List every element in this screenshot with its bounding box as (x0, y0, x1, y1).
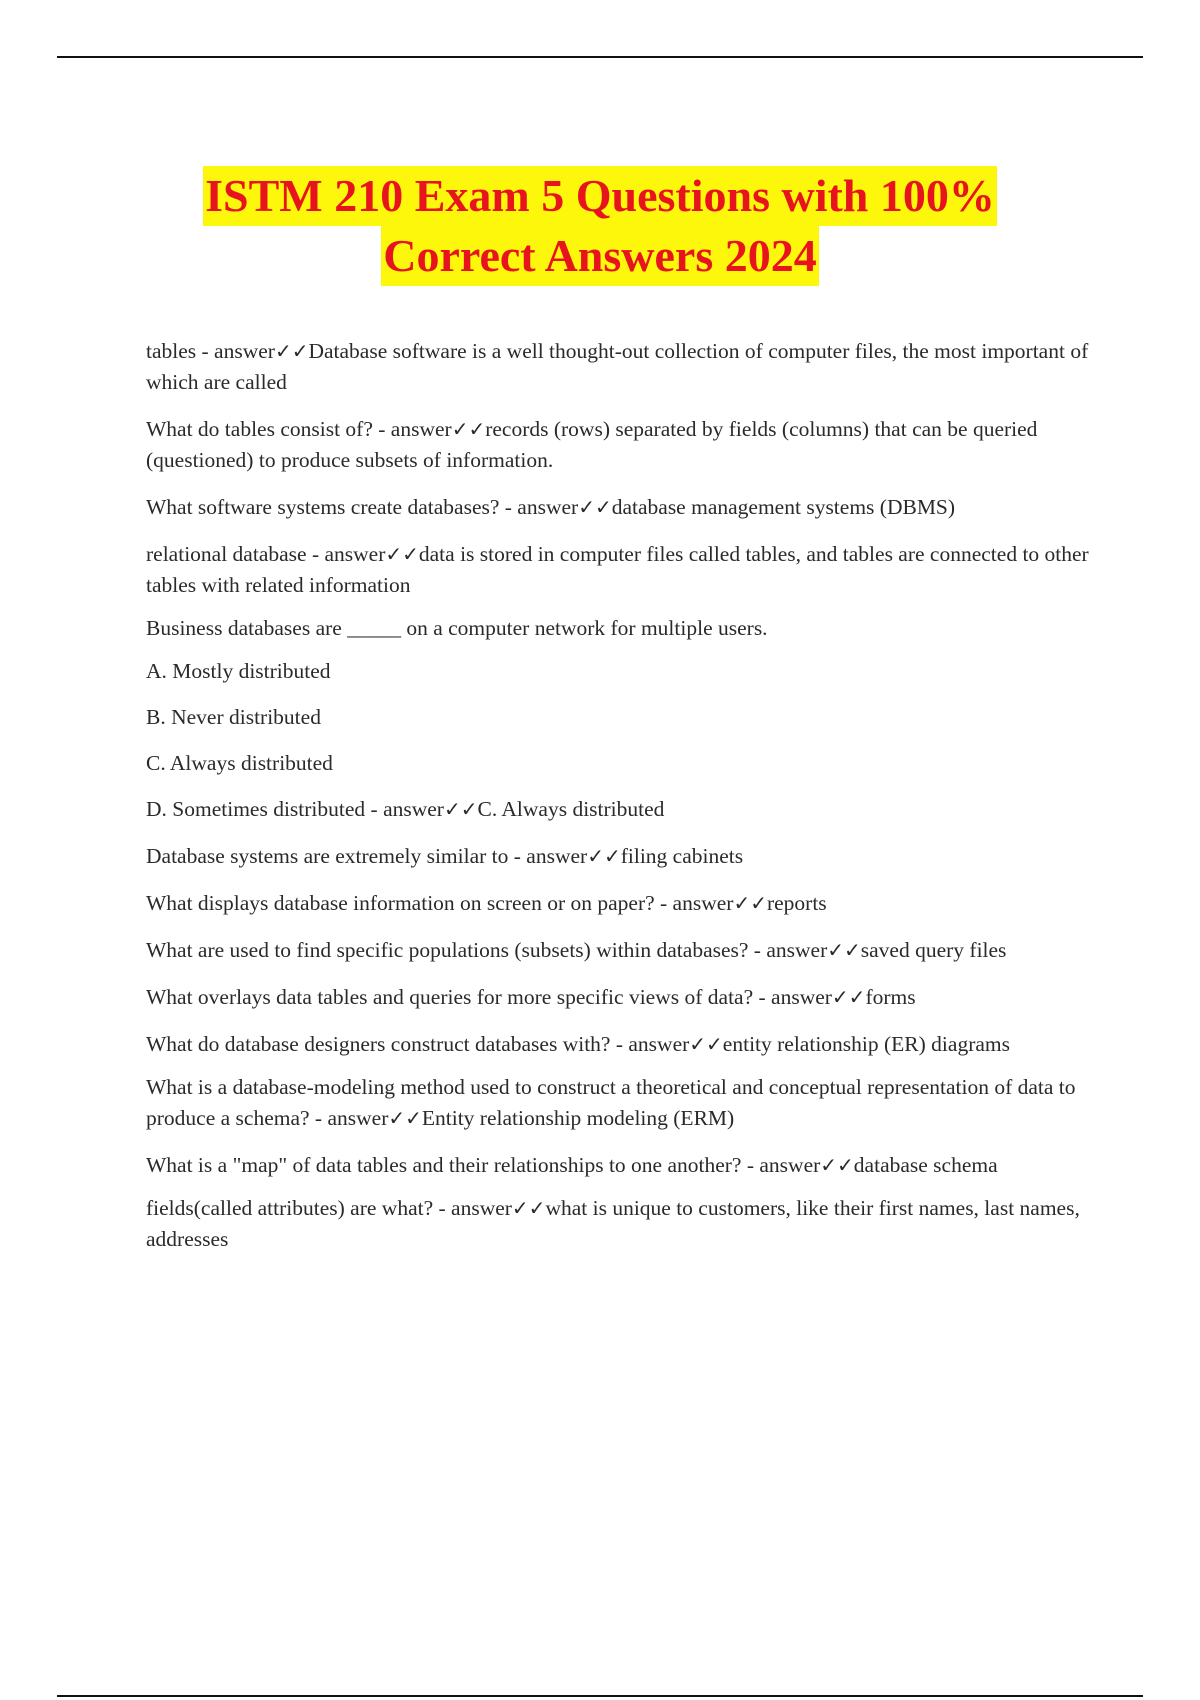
answer-text: saved query files (860, 938, 1007, 962)
qa-item (146, 935, 1096, 966)
checkmark-icon: ✓✓ (827, 938, 861, 962)
checkmark-icon: ✓✓ (388, 1106, 422, 1130)
question-text: relational database - answer (146, 542, 386, 566)
qa-item (146, 539, 1096, 601)
answer-text: reports (766, 891, 827, 915)
qa-item (146, 1193, 1096, 1255)
qa-item (146, 1072, 1096, 1134)
qa-item (146, 1150, 1096, 1181)
document-title (0, 166, 1200, 286)
qa-item (146, 888, 1096, 919)
answer-text: forms (865, 985, 916, 1009)
option-d-text: D. Sometimes distributed - answer (146, 797, 444, 821)
checkmark-icon: ✓✓ (385, 542, 419, 566)
answer-text: records (rows) separated by fields (columns) that can be queried (questioned) to produce subsets of information. (146, 417, 1038, 472)
title-line-2: Correct Answers 2024 (381, 226, 819, 286)
answer-text: database management systems (DBMS) (611, 495, 956, 519)
checkmark-icon: ✓✓ (511, 1196, 546, 1220)
question-text: What is a "map" of data tables and their relationships to one another? - answer (146, 1153, 821, 1177)
question-text: What do database designers construct databases with? - answer (146, 1032, 690, 1056)
answer-text: Database software is a well thought-out collection of computer files, the most important of which are called (146, 339, 1089, 394)
mc-option-a: A. Mostly distributed (146, 659, 331, 683)
checkmark-icon: ✓✓ (689, 1032, 723, 1056)
answer-text: filing cabinets (620, 844, 744, 868)
title-line-1: ISTM 210 Exam 5 Questions with 100% (203, 166, 997, 226)
question-text: What overlays data tables and queries for more specific views of data? - answer (146, 985, 832, 1009)
question-text: What is a database-modeling method used to construct a theoretical and conceptual representation of data to produce a schema? - answer (146, 1075, 1076, 1130)
answer-text: Entity relationship modeling (ERM) (421, 1106, 735, 1130)
qa-item (146, 492, 1096, 523)
question-text: tables - answer (146, 339, 275, 363)
answer-text: what is unique to customers, like their first names, last names, addresses (146, 1196, 1080, 1251)
top-divider (57, 56, 1143, 58)
answer-text: database schema (853, 1153, 998, 1177)
checkmark-icon: ✓✓ (451, 417, 486, 441)
question-text: What displays database information on screen or on paper? - answer (146, 891, 734, 915)
checkmark-icon: ✓✓ (733, 891, 767, 915)
qa-list (146, 336, 1096, 1271)
question-text: fields(called attributes) are what? - answer (146, 1196, 512, 1220)
checkmark-icon: ✓✓ (578, 495, 612, 519)
question-text: Database systems are extremely similar to - answer (146, 844, 588, 868)
qa-item (146, 336, 1096, 398)
mc-option-c: C. Always distributed (146, 751, 333, 775)
checkmark-icon: ✓✓ (587, 844, 621, 868)
question-text: What do tables consist of? - answer (146, 417, 452, 441)
bottom-divider (57, 1695, 1143, 1697)
answer-text: entity relationship (ER) diagrams (722, 1032, 1010, 1056)
checkmark-icon: ✓✓ (443, 797, 478, 821)
mc-option-b: B. Never distributed (146, 705, 321, 729)
qa-item (146, 1029, 1096, 1060)
mc-question-prompt: Business databases are _____ on a computer network for multiple users. (146, 616, 768, 640)
answer-text: C. Always distributed (477, 797, 665, 821)
question-text: What are used to find specific populations (subsets) within databases? - answer (146, 938, 828, 962)
answer-text: data is stored in computer files called tables, and tables are connected to other tables with related information (146, 542, 1089, 597)
qa-item (146, 414, 1096, 476)
mc-option-d (146, 794, 1096, 825)
qa-item (146, 841, 1096, 872)
qa-item (146, 982, 1096, 1013)
question-text: What software systems create databases? - answer (146, 495, 579, 519)
checkmark-icon: ✓✓ (831, 985, 866, 1009)
checkmark-icon: ✓✓ (274, 339, 309, 363)
checkmark-icon: ✓✓ (820, 1153, 854, 1177)
